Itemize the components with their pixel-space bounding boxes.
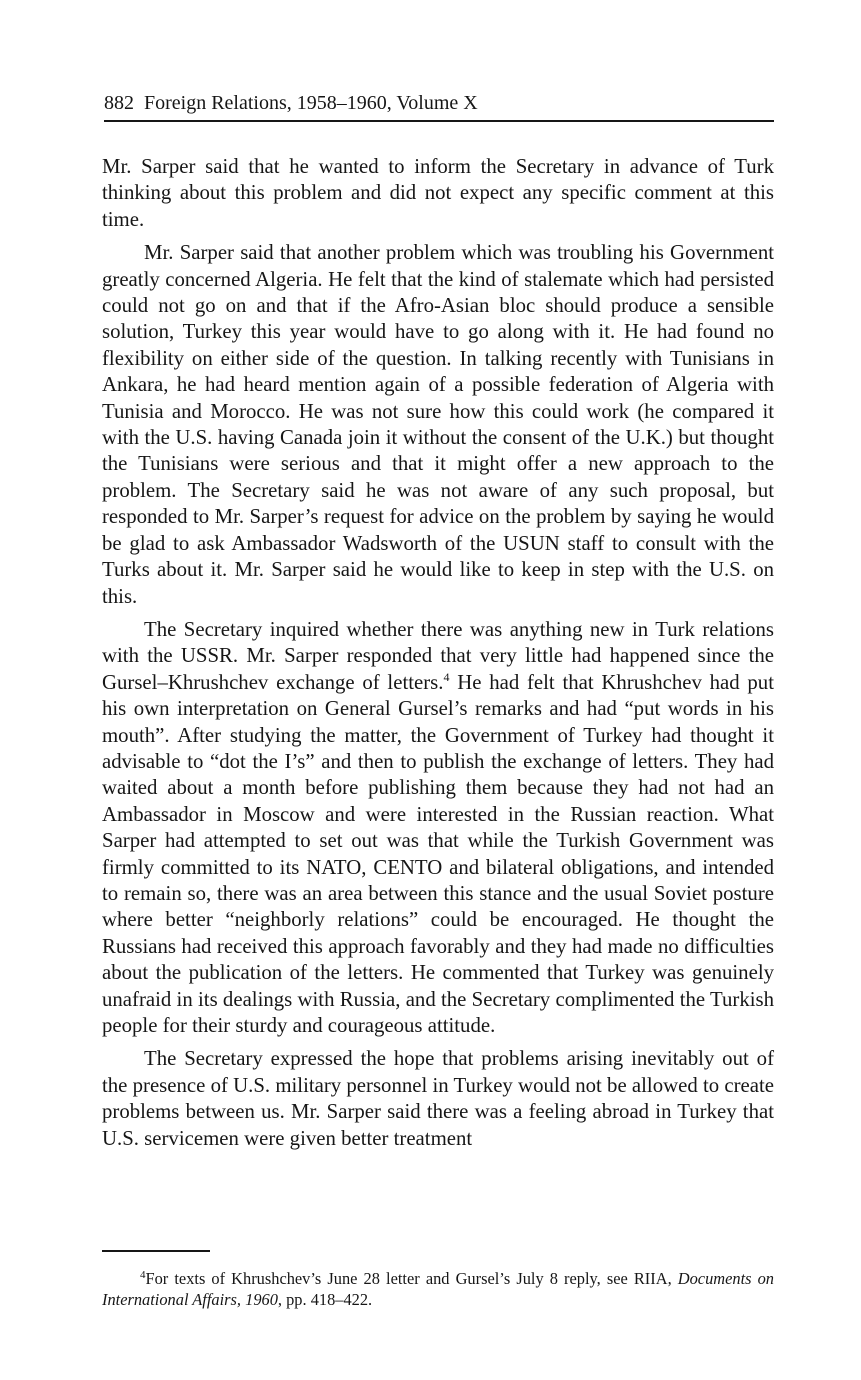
paragraph-1: Mr. Sarper said that he wanted to inform the Secretary in advance of Turk thinking about this problem and did not expect any specific comment at this time. xyxy=(102,155,774,231)
running-title: Foreign Relations, 1958–1960, Volume X xyxy=(144,92,478,114)
paragraph-3 xyxy=(102,617,774,1040)
footnote-text-start: For texts of Khrushchev’s June 28 letter and Gursel’s July 8 reply, see RIIA, xyxy=(145,1269,678,1288)
paragraph-4: The Secretary expressed the hope that problems arising inevitably out of the presence of U.S. military personnel in Turkey would not be allowed to create problems between us. Mr. Sarper said there was a feeling abroad in Turkey that U.S. servicemen were given better treatment xyxy=(102,1047,774,1150)
footnote xyxy=(102,1268,774,1310)
paragraph-3-text-start: The Secretary inquired whether there was anything new in Turk relations with the USSR. Mr. Sarper responded that very little had happened since the Gursel–Khrushchev exchange of letters. xyxy=(102,617,774,694)
footnote-reference: 4 xyxy=(443,669,450,684)
footnote-pages: , pp. 418–422. xyxy=(277,1290,373,1309)
footnote-source-title: Documents on International Affairs, 1960 xyxy=(102,1269,774,1309)
footnote-divider xyxy=(102,1250,210,1252)
main-text xyxy=(102,154,774,1159)
footnote-marker: 4 xyxy=(140,1269,146,1281)
paragraph-3-text-end: He had felt that Khrushchev had put his own interpretation on General Gursel’s remarks and had “put words in his mouth”. After studying the matter, the Government of Turkey had thought it advisable to “dot the I’s” and then to publish the exchange of letters. They had waited about a month before publishing them because they had not had an Ambassador in Moscow and were interested in the Russian reaction. What Sarper had attempted to set out was that while the Turkish Government was firmly committed to its NATO, CENTO and bilateral obligations, and intended to remain so, there was an area between this stance and the usual Soviet posture where better “neighborly relations” could be encouraged. He thought the Russians had received this approach favorably and they had made no difficulties about the publication of the letters. He commented that Turkey was genuinely unafraid in its dealings with Russia, and the Secretary complimented the Turkish people for their sturdy and courageous attitude. xyxy=(102,670,774,1037)
paragraph-2: Mr. Sarper said that another problem which was troubling his Government greatly concerned Algeria. He felt that the kind of stalemate which had persisted could not go on and that if the Afro-Asian bloc should produce a sensible solution, Turkey this year would have to go along with it. He had found no flexibility on either side of the question. In talking recently with Tunisians in Ankara, he had heard mention again of a possible federation of Algeria with Tunisia and Morocco. He was not sure how this could work (he compared it with the U.S. having Canada join it without the consent of the U.K.) but thought the Tunisians were serious and that it might offer a new approach to the problem. The Secretary said he was not aware of any such proposal, but responded to Mr. Sarper’s request for advice on the problem by saying he would be glad to ask Ambassador Wadsworth of the USUN staff to consult with the Turks about it. Mr. Sarper said he would like to keep in step with the U.S. on this. xyxy=(102,241,774,608)
page-number: 882 xyxy=(104,92,134,114)
running-header xyxy=(104,90,774,122)
